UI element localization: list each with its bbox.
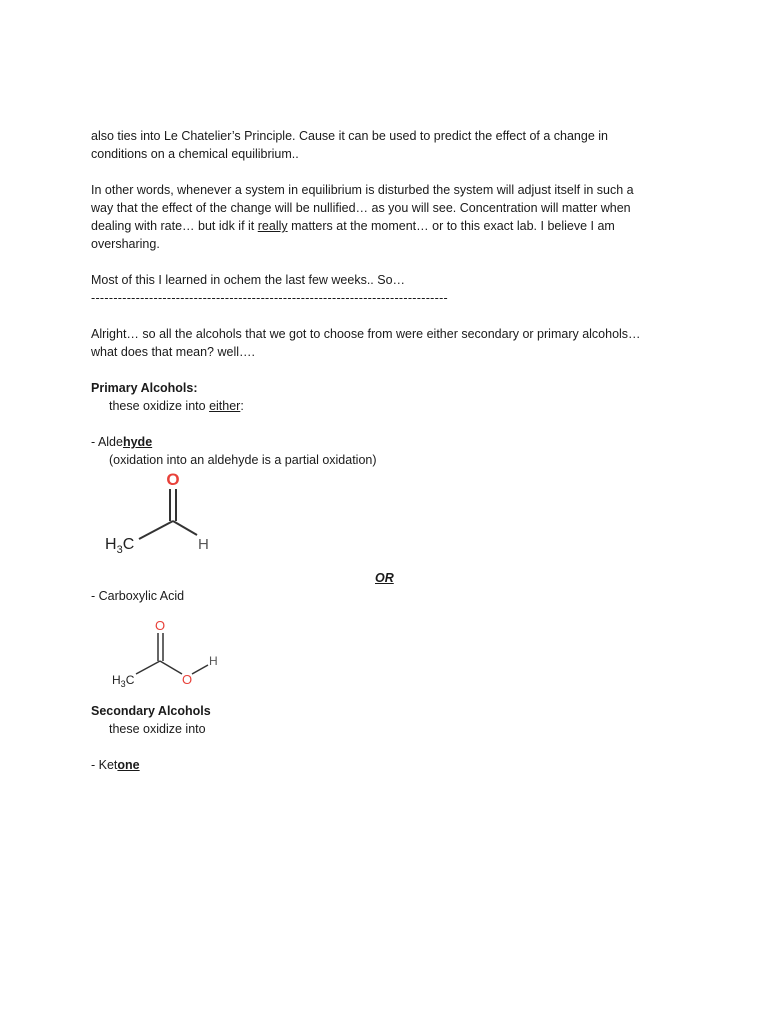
aldehyde-methyl-bond (139, 521, 173, 539)
secondary-heading: Secondary Alcohols (91, 704, 211, 718)
aldehyde-note: (oxidation into an aldehyde is a partial oxidation) (109, 453, 377, 467)
spacer (91, 738, 691, 756)
intro-line-5-post: matters at the moment… or to this exact lab. I believe I am (287, 219, 615, 233)
intro-line-5-pre: dealing with rate… but idk if it (91, 219, 258, 233)
ketone-suffix: one (117, 758, 140, 772)
aldehyde-methyl-h: H (105, 536, 117, 553)
acid-methyl-h: H (112, 673, 121, 687)
aldehyde-label (91, 433, 691, 451)
really-underlined: really (257, 219, 288, 233)
acid-hydrogen-label: H (209, 654, 218, 668)
aldehyde-oxygen-label: O (166, 470, 180, 489)
or-label: OR (375, 571, 394, 585)
intro-line-4: way that the effect of the change will be nullified… as you will see. Concentration will matter when (91, 201, 631, 215)
acid-carbonyl-oxygen-label: O (154, 618, 166, 633)
acid-methyl-label (112, 673, 135, 689)
carboxylic-acid-structure-svg (96, 611, 246, 696)
alcohols-line-2: what does that mean? well…. (91, 345, 255, 359)
or-row (91, 569, 691, 587)
acid-methyl-c: C (125, 673, 135, 687)
primary-heading: Primary Alcohols: (91, 381, 198, 395)
acid-methyl-bond (136, 661, 160, 674)
carboxylic-acid-structure (96, 611, 246, 696)
spacer (91, 307, 691, 325)
acid-hydroxyl-bond (160, 661, 182, 674)
divider-dashes: -------------------------------------------------------------------------------- (91, 291, 449, 305)
intro-line-6: oversharing. (91, 237, 160, 251)
ketone-label (91, 756, 691, 774)
document-page (91, 127, 691, 774)
acid-hydroxyl-oxygen-label: O (181, 672, 193, 687)
spacer (91, 163, 691, 181)
intro-line-2: conditions on a chemical equilibrium.. (91, 147, 299, 161)
aldehyde-structure-svg (99, 469, 239, 569)
aldehyde-methyl-label (105, 536, 134, 556)
aldehyde-hydrogen-label: H (198, 536, 209, 553)
spacer (91, 415, 691, 433)
primary-sub-post: : (240, 399, 244, 413)
aldehyde-hydrogen-bond (173, 521, 197, 535)
acid-methyl-sub: 3 (120, 679, 126, 689)
acid-oh-bond (192, 665, 208, 674)
aldehyde-suffix: hyde (122, 435, 153, 449)
alcohols-line-1: Alright… so all the alcohols that we got to choose from were either secondary or primary alcohols… (91, 327, 641, 341)
intro-line-3: In other words, whenever a system in equilibrium is disturbed the system will adjust itself in such a (91, 183, 634, 197)
intro-line-7: Most of this I learned in ochem the last few weeks.. So… (91, 273, 406, 287)
aldehyde-prefix: - Alde (91, 435, 123, 449)
primary-subtext (91, 397, 691, 415)
aldehyde-methyl-c: C (122, 536, 135, 553)
intro-line-1: also ties into Le Chatelier’s Principle. Cause it can be used to predict the effect of a change in (91, 129, 608, 143)
intro-line-5 (91, 217, 691, 235)
aldehyde-structure (99, 469, 239, 569)
spacer (91, 253, 691, 271)
primary-sub-pre: these oxidize into (109, 399, 210, 413)
spacer (91, 361, 691, 379)
secondary-subtext: these oxidize into (109, 722, 206, 736)
carboxylic-acid-label: - Carboxylic Acid (91, 589, 185, 603)
ketone-prefix: - Ket (91, 758, 118, 772)
aldehyde-methyl-sub: 3 (116, 544, 123, 556)
either-underlined: either (209, 399, 241, 413)
